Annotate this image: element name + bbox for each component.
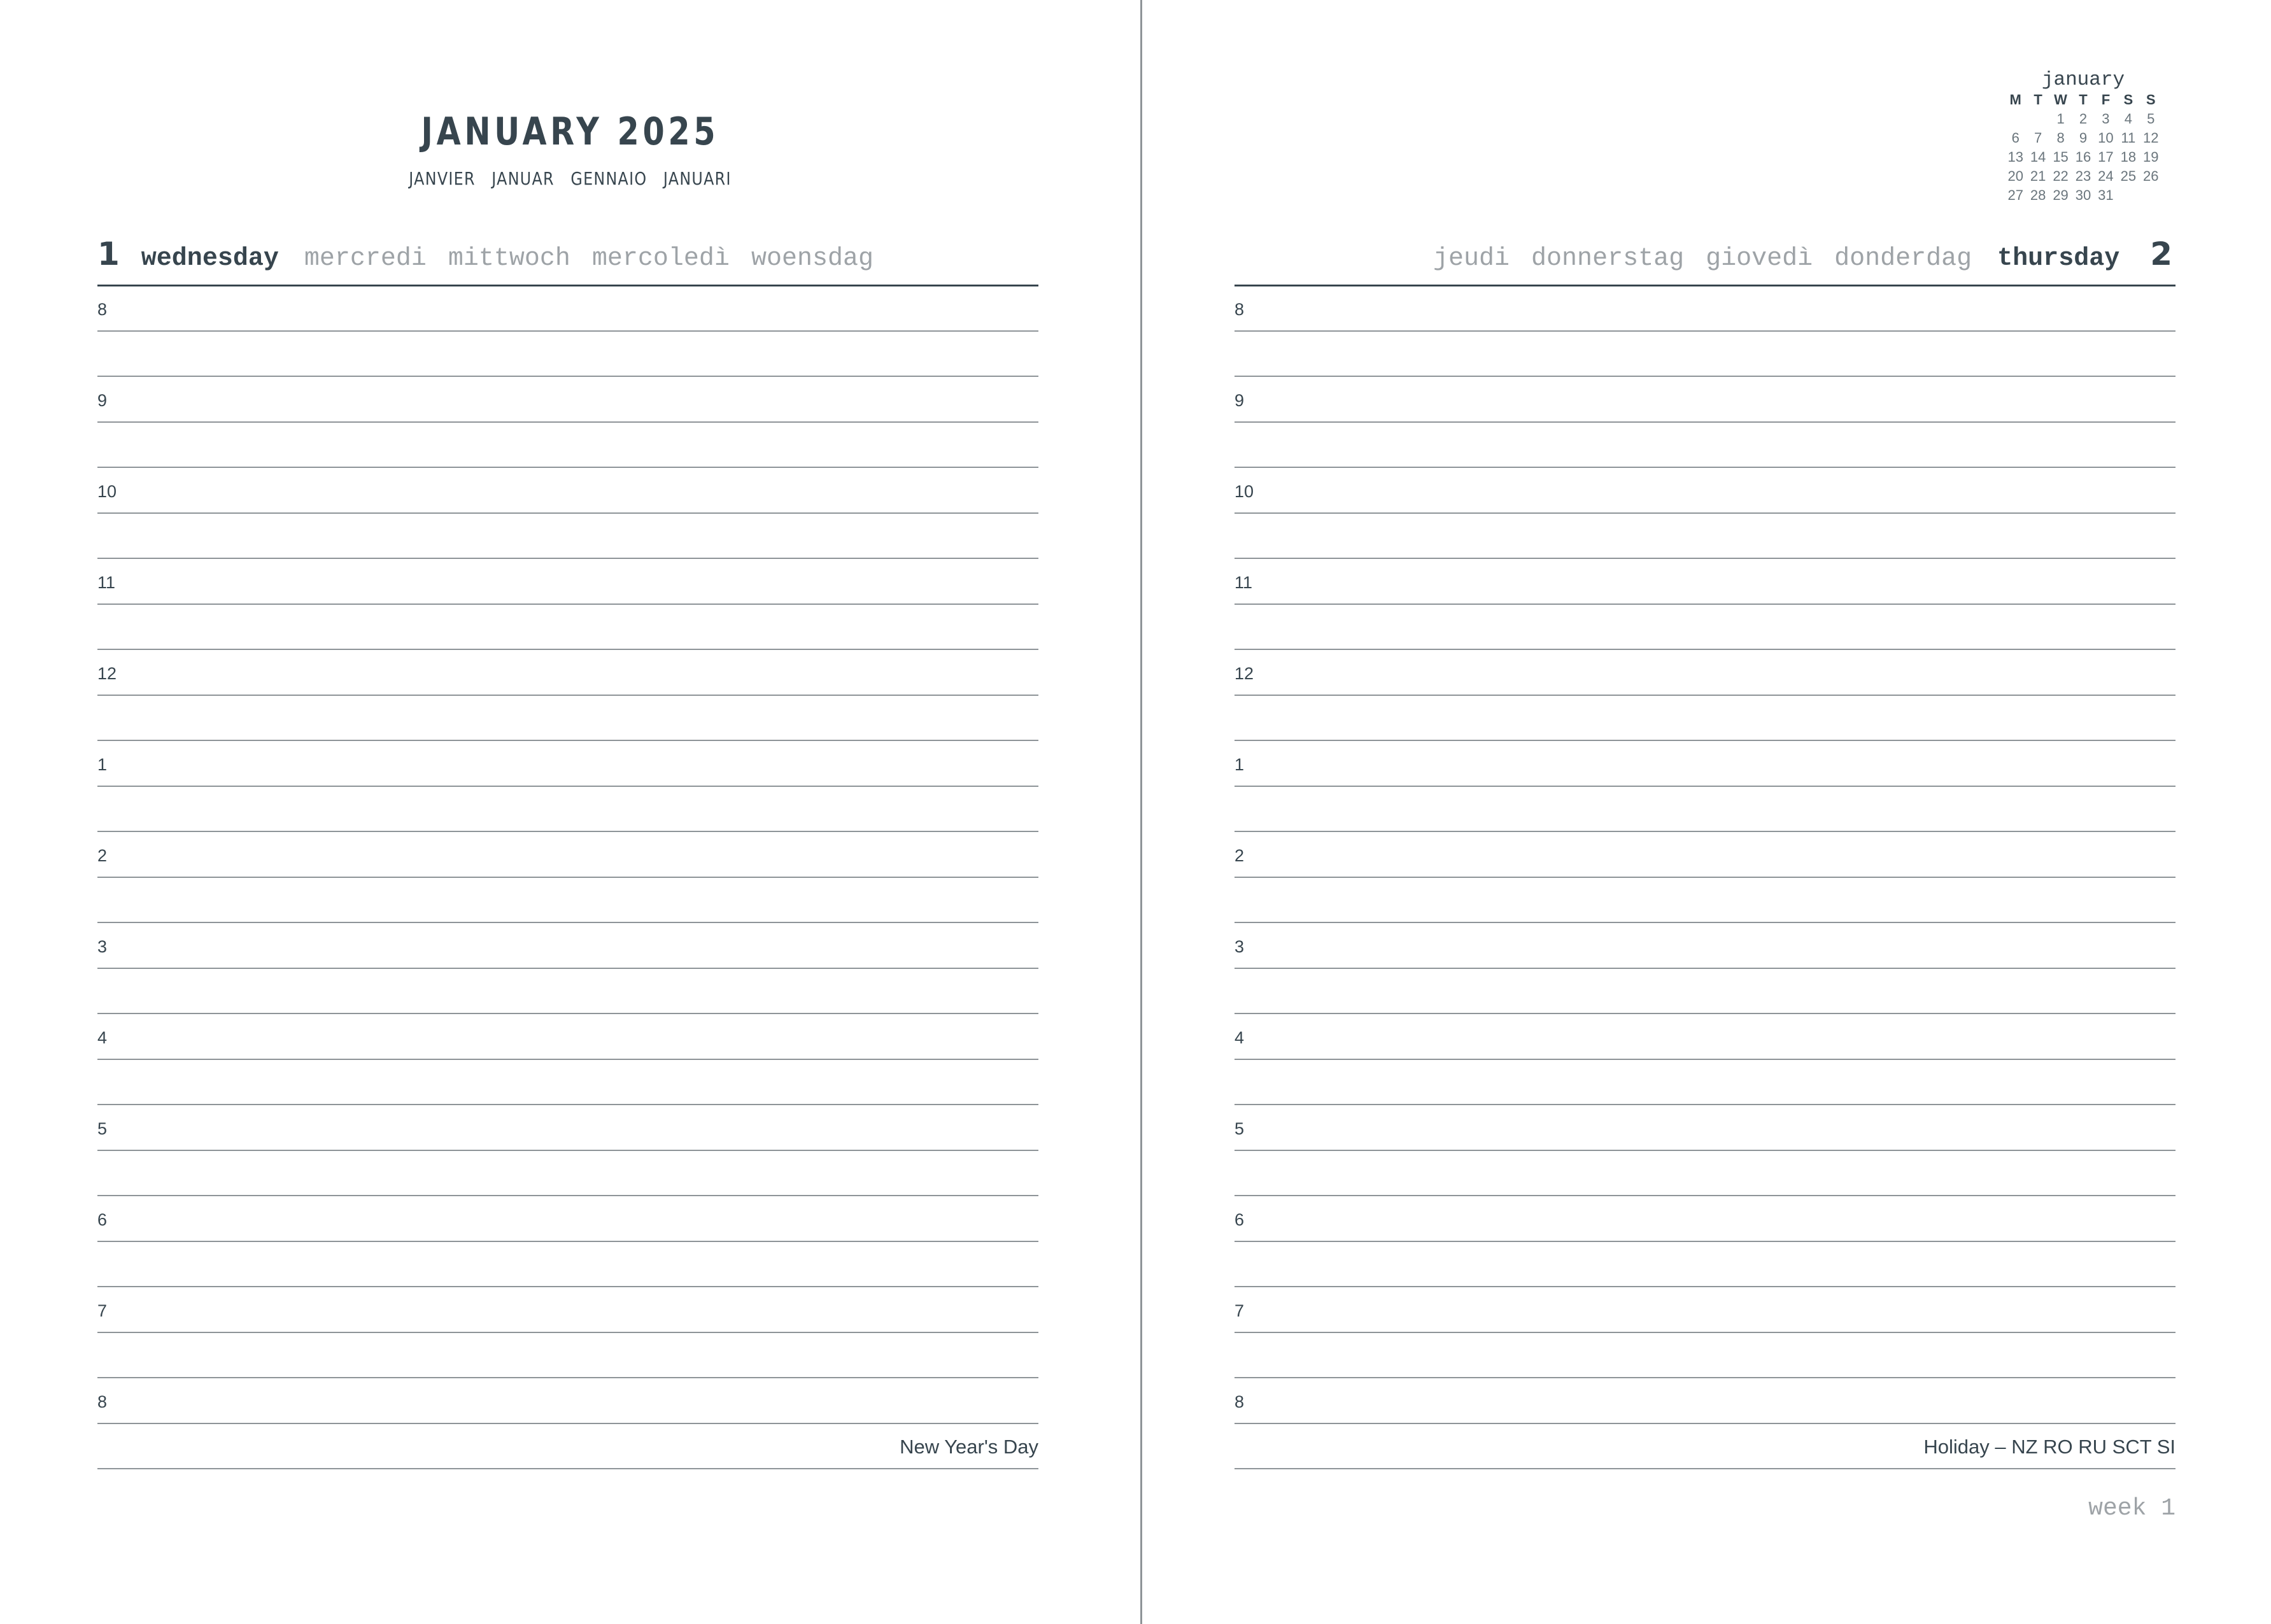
- left-day-translation-dutch: woensdag: [751, 244, 874, 273]
- right-hour-rule: [1235, 877, 2175, 878]
- left-half-hour-rule: [97, 1286, 1038, 1287]
- right-hour-label: 4: [1235, 1028, 1245, 1047]
- right-hour-rule: [1235, 1423, 2175, 1424]
- right-hour-rule: [1235, 1332, 2175, 1333]
- right-half-hour-rule: [1235, 1286, 2175, 1287]
- mini-calendar-day: 16: [2075, 149, 2091, 165]
- month-translation-italian: GENNAIO: [570, 168, 647, 189]
- right-half-hour-rule: [1235, 831, 2175, 832]
- mini-calendar-day: 13: [2007, 149, 2023, 165]
- right-hour-rule: [1235, 1241, 2175, 1242]
- mini-calendar-weekday: F: [2101, 92, 2111, 108]
- left-hour-rule: [97, 786, 1038, 787]
- mini-calendar-weekday: W: [2054, 92, 2067, 108]
- right-hour-label: 8: [1235, 300, 1245, 319]
- left-day-translation-french: mercredi: [304, 244, 427, 273]
- left-half-hour-rule: [97, 922, 1038, 923]
- left-hour-rule: [97, 604, 1038, 605]
- right-half-hour-rule: [1235, 649, 2175, 650]
- right-hour-rule: [1235, 330, 2175, 332]
- left-half-hour-rule: [97, 1377, 1038, 1378]
- right-hour-rule: [1235, 604, 2175, 605]
- left-day-translation-german: mittwoch: [448, 244, 570, 273]
- mini-calendar-day: 24: [2098, 168, 2114, 184]
- mini-calendar-day: [2140, 188, 2162, 203]
- mini-calendar-day: 25: [2120, 168, 2137, 184]
- right-hour-label: 10: [1235, 482, 1254, 501]
- left-header-rule: [97, 285, 1038, 286]
- left-half-hour-rule: [97, 831, 1038, 832]
- mini-calendar-day: 12: [2143, 130, 2159, 146]
- mini-calendar-day: [2117, 188, 2139, 203]
- mini-calendar-day: 3: [2102, 111, 2110, 127]
- mini-calendar-day: 11: [2121, 130, 2136, 146]
- left-hour-rule: [97, 695, 1038, 696]
- right-half-hour-rule: [1235, 1377, 2175, 1378]
- mini-calendar-day: 21: [2030, 168, 2046, 184]
- left-hour-rule: [97, 968, 1038, 969]
- left-hour-label: 10: [97, 482, 117, 501]
- mini-calendar-weekday: S: [2146, 92, 2156, 108]
- mini-calendar-grid: [2004, 92, 2162, 203]
- left-hour-rule: [97, 1332, 1038, 1333]
- left-hour-rule: [97, 1150, 1038, 1151]
- left-hour-label: 12: [97, 664, 117, 683]
- right-half-hour-rule: [1235, 1013, 2175, 1014]
- mini-calendar-day: 28: [2030, 187, 2046, 203]
- mini-calendar-day: 17: [2098, 149, 2114, 165]
- right-day-translation-dutch: donderdag: [1834, 244, 1972, 273]
- left-day-header: [97, 236, 874, 286]
- right-hour-label: 7: [1235, 1301, 1245, 1320]
- right-half-hour-rule: [1235, 1195, 2175, 1196]
- mini-calendar-day: [2027, 111, 2049, 127]
- left-hour-label: 11: [97, 573, 116, 592]
- mini-calendar-day: 31: [2098, 187, 2114, 203]
- right-hour-rule: [1235, 695, 2175, 696]
- right-day-translation-german: donnerstag: [1531, 244, 1685, 273]
- left-hour-rule: [97, 330, 1038, 332]
- left-hour-label: 6: [97, 1210, 108, 1229]
- mini-calendar-day: 19: [2143, 149, 2159, 165]
- left-hour-label: 5: [97, 1119, 108, 1138]
- mini-calendar-day: 14: [2030, 149, 2046, 165]
- mini-calendar-weekday: M: [2009, 92, 2021, 108]
- right-hour-rule: [1235, 786, 2175, 787]
- right-day-note: Holiday – NZ RO RU SCT SI: [1923, 1435, 2175, 1458]
- mini-calendar-day: 29: [2053, 187, 2069, 203]
- right-day-header: [1433, 236, 2172, 286]
- right-half-hour-rule: [1235, 467, 2175, 468]
- left-hour-label: 4: [97, 1028, 108, 1047]
- right-hour-label: 6: [1235, 1210, 1245, 1229]
- right-hour-rule: [1235, 421, 2175, 423]
- mini-calendar-day: 10: [2098, 130, 2114, 146]
- month-translations: [85, 168, 1055, 189]
- left-hour-label: 2: [97, 846, 108, 865]
- right-hour-label: 11: [1235, 573, 1253, 592]
- left-half-hour-rule: [97, 558, 1038, 559]
- mini-calendar-day: 22: [2053, 168, 2069, 184]
- mini-calendar-day: [2004, 111, 2027, 127]
- right-hour-label: 1: [1235, 755, 1245, 774]
- right-half-hour-rule: [1235, 558, 2175, 559]
- right-half-hour-rule: [1235, 1104, 2175, 1105]
- right-half-hour-rule: [1235, 1468, 2175, 1469]
- left-half-hour-rule: [97, 1468, 1038, 1469]
- left-half-hour-rule: [97, 1104, 1038, 1105]
- left-day-number: 1: [97, 236, 120, 272]
- left-hour-rule: [97, 1059, 1038, 1060]
- mini-calendar-day: 9: [2079, 130, 2088, 146]
- mini-calendar-day: 15: [2053, 149, 2069, 165]
- month-title: JANUARY 2025: [421, 109, 719, 154]
- left-hour-rule: [97, 512, 1038, 514]
- mini-calendar-day: 2: [2079, 111, 2088, 127]
- left-hour-rule: [97, 1423, 1038, 1424]
- right-half-hour-rule: [1235, 376, 2175, 377]
- mini-calendar: [2004, 69, 2162, 203]
- left-day-translation-italian: mercoledì: [591, 244, 730, 273]
- right-day-translation-french: jeudi: [1433, 244, 1510, 273]
- left-hour-label: 3: [97, 937, 108, 956]
- mini-calendar-day: 20: [2007, 168, 2023, 184]
- mini-calendar-day: 4: [2124, 111, 2132, 127]
- mini-calendar-day: 30: [2075, 187, 2091, 203]
- right-hour-label: 8: [1235, 1392, 1245, 1411]
- right-day-translation-italian: giovedì: [1706, 244, 1813, 273]
- left-half-hour-rule: [97, 649, 1038, 650]
- left-half-hour-rule: [97, 376, 1038, 377]
- left-half-hour-rule: [97, 740, 1038, 741]
- right-hour-label: 2: [1235, 846, 1245, 865]
- right-header-rule: [1235, 285, 2175, 286]
- left-hour-label: 1: [97, 755, 108, 774]
- month-translation-german: JANUAR: [492, 168, 555, 189]
- left-hour-label: 8: [97, 300, 108, 319]
- month-translation-french: JANVIER: [409, 168, 476, 189]
- mini-calendar-day: 23: [2075, 168, 2091, 184]
- mini-calendar-day: 5: [2147, 111, 2155, 127]
- right-hour-rule: [1235, 512, 2175, 514]
- left-hour-rule: [97, 421, 1038, 423]
- right-hour-label: 5: [1235, 1119, 1245, 1138]
- mini-calendar-weekday: T: [2034, 92, 2042, 108]
- right-hour-rule: [1235, 1150, 2175, 1151]
- mini-calendar-day: 8: [2056, 130, 2065, 146]
- mini-calendar-weekday: S: [2123, 92, 2133, 108]
- mini-calendar-weekday: T: [2079, 92, 2088, 108]
- right-day-number: 2: [2150, 236, 2172, 272]
- left-hour-label: 7: [97, 1301, 108, 1320]
- left-half-hour-rule: [97, 1013, 1038, 1014]
- right-hour-label: 9: [1235, 391, 1245, 410]
- right-page: [1141, 0, 2271, 1624]
- right-hour-rule: [1235, 968, 2175, 969]
- week-label: week 1: [2088, 1495, 2175, 1522]
- mini-calendar-title: january: [2041, 69, 2125, 91]
- mini-calendar-day: 1: [2056, 111, 2065, 127]
- left-half-hour-rule: [97, 1195, 1038, 1196]
- right-half-hour-rule: [1235, 740, 2175, 741]
- right-hour-label: 12: [1235, 664, 1254, 683]
- mini-calendar-day: 26: [2143, 168, 2159, 184]
- right-hour-rule: [1235, 1059, 2175, 1060]
- month-translation-dutch: JANUARI: [663, 168, 732, 189]
- right-day-name: thursday: [1997, 244, 2120, 273]
- left-day-name: wednesday: [141, 244, 279, 273]
- left-half-hour-rule: [97, 467, 1038, 468]
- left-hour-rule: [97, 877, 1038, 878]
- left-hour-rule: [97, 1241, 1038, 1242]
- right-hour-label: 3: [1235, 937, 1245, 956]
- left-hour-label: 8: [97, 1392, 108, 1411]
- mini-calendar-day: 18: [2120, 149, 2137, 165]
- mini-calendar-day: 6: [2011, 130, 2020, 146]
- left-day-note: New Year's Day: [900, 1435, 1038, 1458]
- mini-calendar-day: 27: [2007, 187, 2023, 203]
- mini-calendar-day: 7: [2034, 130, 2042, 146]
- left-hour-label: 9: [97, 391, 108, 410]
- right-half-hour-rule: [1235, 922, 2175, 923]
